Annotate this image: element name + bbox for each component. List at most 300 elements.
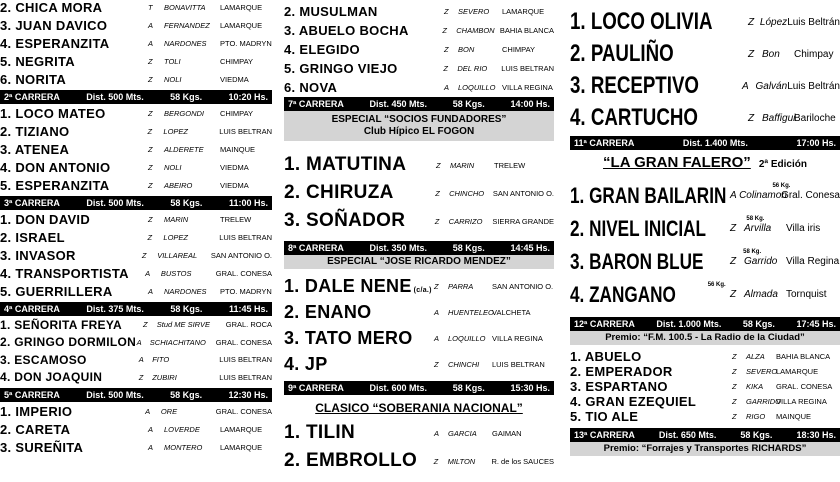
jockey-name: Galván (755, 80, 788, 92)
sex-code: A (145, 406, 151, 416)
column-2 (284, 2, 554, 482)
jockey-name: LOVERDE (164, 424, 200, 434)
race-4-block (0, 302, 272, 386)
jockey-name: PARRA (448, 281, 474, 291)
horse-name (570, 282, 730, 308)
entry-row (0, 351, 272, 369)
jockey-name: ZUBIRI (152, 372, 177, 382)
sex-code: Z (147, 126, 153, 136)
sex-code: A (730, 190, 737, 201)
horse-name-text: 1. GRAN BAILARIN (570, 182, 727, 208)
race-5-block (0, 388, 272, 456)
race-distance: Dist. 500 Mts. (86, 198, 144, 208)
jockey-name: FITO (152, 355, 170, 365)
horse-name: 3. INVASOR (0, 247, 76, 263)
sex-code: Z (730, 256, 737, 267)
trainer-location: TRELEW (494, 160, 526, 170)
jockey-name: BON (458, 45, 475, 54)
horse-name-text: 1. LOCO OLIVIA (570, 8, 713, 35)
trainer-location: LAMARQUE (776, 367, 819, 376)
entry-row (570, 278, 840, 311)
entry-row (0, 104, 272, 122)
horse-name: 1. DON DAVID (0, 211, 91, 227)
entry-row (0, 158, 272, 176)
sex-code: A (434, 307, 440, 317)
sex-code: Z (748, 112, 755, 124)
horse-name: 4. TRANSPORTISTA (0, 265, 129, 281)
horse-name: 1. DALE NENE (c/a.) (284, 275, 432, 296)
horse-name: 5. GRINGO VIEJO (284, 61, 398, 76)
race-3-block (0, 196, 272, 300)
horse-name: 2. CHIRUZA (284, 182, 394, 203)
jockey-name: LOQUILLO (448, 333, 486, 343)
sex-code: Z (436, 160, 441, 170)
race-label: 3ª CARRERA (4, 198, 60, 208)
jockey-name: NOLI (164, 74, 182, 84)
trainer-location: CHIMPAY (220, 108, 254, 118)
trainer-location: Bariloche (794, 112, 836, 124)
jockey-name: Arvilla (744, 223, 772, 234)
entry-row (0, 140, 272, 158)
race-label: 7ª CARRERA (288, 99, 344, 109)
race-7-block (284, 97, 554, 235)
classic-title: CLASICO “SOBERANIA NACIONAL” (315, 401, 523, 415)
sex-code: Z (434, 216, 440, 226)
sex-code: Z (148, 108, 153, 118)
race-weight: 58 Kgs. (452, 243, 485, 253)
trainer-location: LUIS BELTRAN (492, 359, 545, 369)
trainer-location: LAMARQUE (220, 442, 263, 452)
trainer-location: SAN ANTONIO O. (210, 250, 272, 260)
entry-row (0, 316, 272, 334)
race-time: 11:00 Hs. (228, 198, 268, 208)
horse-name: 3. JUAN DAVICO (0, 17, 108, 33)
entry-row (0, 210, 272, 228)
prize-band: Premio: “F.M. 100.5 - La Radio de la Ciudad” (570, 331, 840, 345)
race-13-block (570, 428, 840, 456)
entry-row (0, 369, 272, 387)
jockey-name: López (759, 16, 788, 28)
horse-name: 2. ENANO (284, 301, 372, 322)
horse-name: 5. NEGRITA (0, 53, 75, 69)
race-header (0, 90, 272, 104)
entry-row (284, 21, 554, 40)
jockey-name: VILLAREAL (157, 250, 198, 260)
sex-code: Z (142, 320, 148, 330)
jockey-name: MONTERO (164, 442, 203, 452)
jockey-name: KIKA (746, 382, 764, 391)
special-title: ESPECIAL “SOCIOS FUNDADORES” (331, 114, 507, 125)
trainer-location: LAMARQUE (502, 7, 545, 16)
horse-name: 1. LOCO MATEO (0, 105, 106, 121)
trainer-location: LUIS BELTRAN (219, 355, 272, 365)
race-9-block (284, 381, 554, 475)
horse-name: 4. GRAN EZEQUIEL (570, 394, 697, 409)
sex-code: Z (148, 144, 153, 154)
sex-code: Z (732, 412, 737, 421)
weight-label: 58 Kg. (743, 248, 762, 255)
sex-code: Z (148, 214, 153, 224)
jockey-name: ALZA (746, 352, 765, 361)
sex-code: Z (443, 64, 449, 73)
entry-row (570, 379, 840, 394)
race-distance: Dist. 350 Mts. (369, 243, 428, 253)
entry-row (284, 59, 554, 78)
race-time: 14:45 Hs. (510, 243, 550, 253)
race-weight: 58 Kgs. (170, 198, 203, 208)
race-1-entries (0, 0, 272, 88)
trainer-location: LUIS BELTRAN (219, 126, 272, 136)
jockey-name: ALDERETE (164, 144, 204, 154)
race-label: 2ª CARRERA (4, 92, 60, 102)
trainer-location: VILLA REGINA (776, 397, 827, 406)
trainer-location: GRAL. CONESA (215, 406, 272, 416)
entry-row (0, 228, 272, 246)
horse-name: 3. SOÑADOR (284, 210, 406, 231)
special-club: Club Hípico EL FOGON (363, 126, 475, 137)
entry-row (570, 245, 840, 278)
horse-name: 2. MUSULMAN (284, 4, 378, 19)
sex-code: Z (442, 26, 447, 35)
trainer-location: R. de los SAUCES (491, 456, 554, 466)
entry-row (0, 122, 272, 140)
jockey-name: BONAVITTA (164, 2, 206, 12)
jockey-name: NARDONES (164, 38, 207, 48)
entry-row (284, 151, 554, 179)
race-8-block (284, 241, 554, 377)
jockey-name: GARRIDO (746, 397, 782, 406)
entry-row (570, 179, 840, 212)
weight-label: 56 Kg. (772, 182, 791, 189)
race-distance: Dist. 600 Mts. (369, 383, 428, 393)
horse-name: 6. NOVA (284, 80, 338, 95)
horse-name: 3. ATENEA (0, 141, 70, 157)
trainer-location: LAMARQUE (220, 424, 263, 434)
entry-row (284, 447, 554, 475)
entry-row (284, 273, 554, 299)
jockey-name: CHINCHI (448, 359, 480, 369)
sex-code: Z (138, 372, 144, 382)
jockey-name: BUSTOS (160, 268, 192, 278)
entry-row (570, 394, 840, 409)
entry-row (0, 52, 272, 70)
entry-row (570, 6, 840, 38)
trainer-location: Tornquist (786, 289, 827, 300)
trainer-location: LAMARQUE (220, 20, 263, 30)
horse-name: 1. SEÑORITA FREYA (0, 317, 123, 332)
race-distance: Dist. 1.400 Mts. (682, 138, 748, 148)
race-label: 12ª CARRERA (574, 319, 635, 329)
jockey-name: DEL RIO (457, 64, 488, 73)
sex-code: A (138, 355, 144, 365)
entry-row (284, 419, 554, 447)
race-header (570, 136, 840, 150)
race-label: 8ª CARRERA (288, 243, 344, 253)
race-label: 9ª CARRERA (288, 383, 344, 393)
trainer-location: LUIS BELTRAN (501, 64, 554, 73)
entry-row (0, 176, 272, 194)
column-1 (0, 0, 272, 478)
horse-name: 3. SUREÑITA (0, 439, 84, 455)
jockey-name: CHINCHO (449, 188, 485, 198)
spacer (284, 141, 554, 151)
sex-code: Z (148, 74, 153, 84)
entry-row (284, 207, 554, 235)
horse-name: 4. ELEGIDO (284, 42, 360, 57)
jockey-name: Bon (762, 48, 780, 60)
race-time: 14:00 Hs. (510, 99, 550, 109)
horse-name: 3. ESPARTANO (570, 379, 668, 394)
entry-row (570, 212, 840, 245)
horse-name: 5. GUERRILLERA (0, 283, 113, 299)
trainer-location: Luis Beltrán (787, 80, 840, 92)
weight-label: 56 Kg. (707, 281, 726, 288)
sex-code: Z (732, 352, 737, 361)
horse-name: 2. EMBROLLO (284, 450, 418, 471)
race-distance: Dist. 500 Mts. (86, 390, 144, 400)
jockey-name: BERGONDI (164, 108, 205, 118)
entry-row (0, 70, 272, 88)
race-header (570, 317, 840, 331)
sex-code: Z (748, 48, 755, 60)
race-header (570, 428, 840, 442)
jockey-name: GARCIA (448, 428, 477, 438)
jockey-name: LOQUILLO (458, 83, 496, 92)
horse-name: 1. IMPERIO (0, 403, 73, 419)
horse-name: 1. TILIN (284, 422, 356, 443)
sex-code: Z (435, 188, 440, 198)
race-weight: 58 Kgs. (170, 390, 203, 400)
jockey-name: NOLI (164, 162, 182, 172)
horse-name: 3. ABUELO BOCHA (284, 23, 409, 38)
race-time: 11:45 Hs. (228, 304, 268, 314)
horse-name: 2. TIZIANO (0, 123, 70, 139)
horse-name: 2. EMPERADOR (570, 364, 673, 379)
horse-name: 2. ISRAEL (0, 229, 65, 245)
horse-name: 4. JP (284, 353, 328, 374)
jockey-name: TOLI (164, 56, 181, 66)
race-header (0, 302, 272, 316)
horse-name: 5. ESPERANZITA (0, 177, 110, 193)
race-header (0, 196, 272, 210)
sex-code: T (148, 2, 153, 12)
entry-row (284, 299, 554, 325)
trainer-location: Gral. Conesa (781, 190, 840, 201)
race-time: 15:30 Hs. (510, 383, 550, 393)
sex-code: Z (748, 16, 755, 28)
jockey-name: Almada (744, 289, 778, 300)
race-label: 4ª CARRERA (4, 304, 60, 314)
entry-row (0, 420, 272, 438)
race-label: 5ª CARRERA (4, 390, 60, 400)
sex-code: Z (434, 281, 439, 291)
trainer-location: VIEDMA (220, 162, 249, 172)
entry-row (0, 402, 272, 420)
horse-name (570, 40, 748, 68)
trainer-location: LUIS BELTRAN (219, 372, 272, 382)
sex-code: A (148, 286, 154, 296)
trainer-location: MAINQUE (776, 412, 812, 421)
race-distance: Dist. 450 Mts. (369, 99, 428, 109)
horse-name-text: 4. CARTUCHO (570, 104, 698, 131)
horse-name-text: 3. RECEPTIVO (570, 72, 699, 99)
race-10-entries (570, 6, 840, 134)
entry-row (0, 334, 272, 352)
entry-row (0, 16, 272, 34)
race-weight: 58 Kgs. (170, 304, 203, 314)
trainer-location: VILLA REGINA (492, 333, 543, 343)
jockey-name: SCHIACHITANO (149, 337, 206, 347)
sex-code: Z (148, 162, 153, 172)
horse-name: 2. GRINGO DORMILON (0, 335, 137, 350)
sex-code: Z (444, 7, 449, 16)
trainer-location: PTO. MADRYN (220, 38, 272, 48)
trainer-location: GRAL. ROCA (225, 320, 272, 330)
race-distance: Dist. 500 Mts. (86, 92, 144, 102)
race-time: 17:00 Hs. (796, 138, 836, 148)
sex-code: Z (732, 382, 737, 391)
horse-name (570, 104, 748, 132)
trainer-location: PTO. MADRYN (220, 286, 272, 296)
trainer-location: GRAL. CONESA (215, 337, 272, 347)
trainer-location: GAIMAN (492, 428, 522, 438)
sex-code: A (145, 268, 151, 278)
trainer-location: SAN ANTONIO O. (492, 281, 554, 291)
sex-code: Z (433, 456, 439, 466)
jockey-name: MILTON (447, 456, 476, 466)
entry-row (0, 282, 272, 300)
race-distance: Dist. 375 Mts. (86, 304, 144, 314)
special-band (284, 111, 554, 141)
entry-row (0, 264, 272, 282)
jockey-name: SEVERO (746, 367, 778, 376)
special-name: “LA GRAN FALERO” (603, 154, 751, 171)
sex-code: A (136, 337, 142, 347)
sex-code: Z (444, 45, 449, 54)
entry-row (284, 78, 554, 97)
trainer-location: CHIMPAY (220, 56, 254, 66)
trainer-location: BAHIA BLANCA (499, 26, 554, 35)
horse-name: 1. MATUTINA (284, 154, 407, 175)
jockey-name: MARIN (164, 214, 189, 224)
race-weight: 58 Kgs. (742, 319, 775, 329)
sex-code: Z (434, 359, 439, 369)
trainer-location: LAMARQUE (220, 2, 263, 12)
jockey-name: Baffigui (762, 112, 796, 124)
race-time: 18:30 Hs. (796, 430, 836, 440)
jockey-name: FERNANDEZ (164, 20, 210, 30)
horse-name-text: 4. ZANGANO (570, 281, 676, 307)
race-weight: 58 Kgs. (170, 92, 203, 102)
race-header (284, 97, 554, 111)
trainer-location: LUIS BELTRAN (219, 232, 272, 242)
race-12-block (570, 317, 840, 424)
trainer-location: VIEDMA (220, 180, 249, 190)
sex-code: Z (732, 367, 737, 376)
sex-code: A (148, 442, 154, 452)
horse-name: 2. CHICA MORA (0, 0, 103, 15)
sex-code: Z (141, 250, 147, 260)
entry-row (0, 34, 272, 52)
horse-name: 2. CARETA (0, 421, 71, 437)
trainer-location: Chimpay (794, 48, 834, 60)
sex-code: A (148, 20, 154, 30)
sex-code: A (434, 428, 440, 438)
trainer-location: SIERRA GRANDE (492, 216, 554, 226)
race-header (0, 388, 272, 402)
jockey-name: Colinamon (739, 190, 787, 201)
horse-name (570, 72, 742, 100)
race-distance: Dist. 650 Mts. (658, 430, 717, 440)
entry-row (570, 102, 840, 134)
horse-name-text: 2. NIVEL INICIAL (570, 215, 707, 241)
entry-row (0, 246, 272, 264)
jockey-name: MARIN (450, 160, 475, 170)
sex-code: A (148, 38, 154, 48)
trainer-location: VALCHETA (492, 307, 531, 317)
entry-row (570, 349, 840, 364)
race-distance: Dist. 1.000 Mts. (656, 319, 722, 329)
trainer-location: GRAL. CONESA (215, 268, 272, 278)
entry-row (570, 364, 840, 379)
race-weight: 58 Kgs. (452, 99, 485, 109)
jockey-name: NARDONES (164, 286, 207, 296)
trainer-location: SAN ANTONIO O. (492, 188, 554, 198)
race-header (284, 241, 554, 255)
race-time: 17:45 Hs. (796, 319, 836, 329)
entry-row (284, 2, 554, 21)
horse-name: 3. TATO MERO (284, 327, 413, 348)
trainer-location: MAINQUE (220, 144, 256, 154)
race-label: 11ª CARRERA (574, 138, 635, 148)
claim-label: (c/a.) (413, 286, 432, 294)
special-band: ESPECIAL “JOSE RICARDO MENDEZ” (284, 255, 554, 269)
horse-name: 1. ABUELO (570, 349, 642, 364)
horse-name: 4. DON ANTONIO (0, 159, 111, 175)
race-11-block (570, 136, 840, 311)
sex-code: A (444, 83, 450, 92)
jockey-name: Stud ME SIRVE (156, 320, 210, 330)
trainer-location: BAHIA BLANCA (776, 352, 831, 361)
jockey-name: LOPEZ (163, 232, 188, 242)
edition-label: 2ª Edición (758, 159, 807, 170)
jockey-name: CARRIZO (448, 216, 483, 226)
sex-code: Z (730, 223, 737, 234)
sex-code: Z (732, 397, 737, 406)
sex-code: A (148, 424, 154, 434)
horse-name: 4. ESPERANZITA (0, 35, 110, 51)
jockey-name: Garrido (744, 256, 778, 267)
sex-code: Z (148, 56, 153, 66)
trainer-location: CHIMPAY (502, 45, 536, 54)
race-header (284, 381, 554, 395)
jockey-name: RIGO (746, 412, 766, 421)
trainer-location: VILLA REGINA (502, 83, 553, 92)
race-label: 13ª CARRERA (574, 430, 635, 440)
entry-row (284, 351, 554, 377)
jockey-name: HUENTELEO (448, 307, 494, 317)
race-2-block (0, 90, 272, 194)
sex-code: A (434, 333, 440, 343)
race-time: 10:20 Hs. (228, 92, 268, 102)
race-weight: 58 Kgs. (740, 430, 773, 440)
entry-row (0, 0, 272, 16)
sex-code: A (741, 80, 749, 92)
trainer-location: TRELEW (220, 214, 252, 224)
trainer-location: Villa Regina (786, 256, 840, 267)
jockey-name: ORE (160, 406, 178, 416)
entry-row (284, 40, 554, 59)
